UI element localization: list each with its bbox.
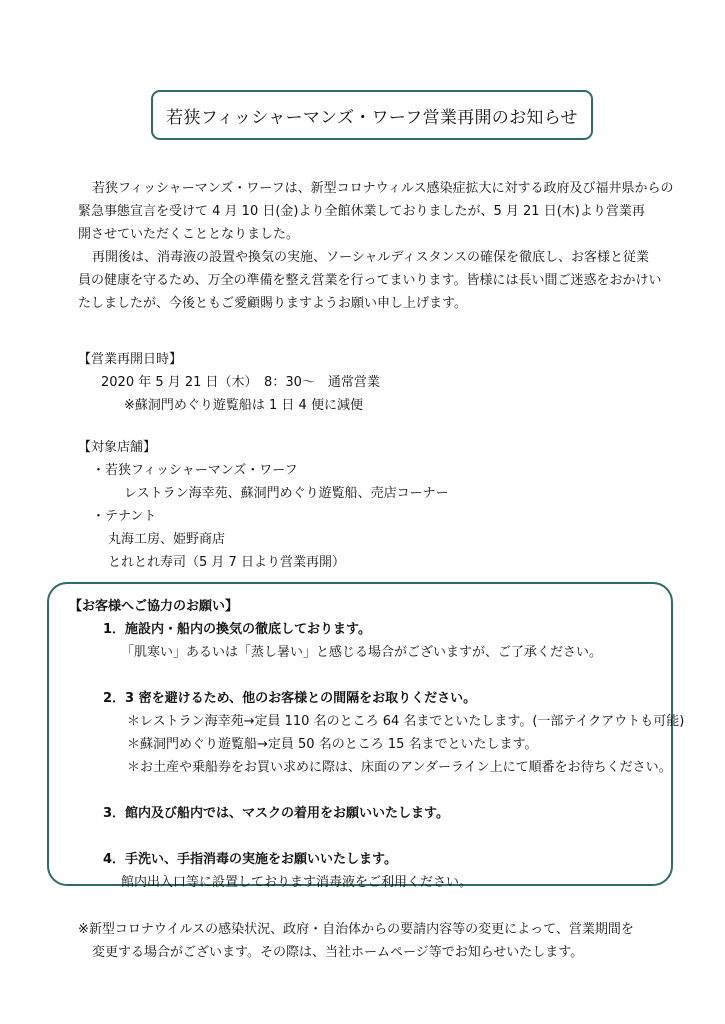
intro-line: 若狭フィッシャーマンズ・ワーフは、新型コロナウィルス感染症拡大に対する政府及び福井県からの (92, 181, 674, 196)
request-note: 館内出入口等に設置しております消毒液をご利用ください。 (121, 875, 473, 890)
intro-line: 緊急事態宣言を受けて 4 月 10 日(金)より全館休業しておりましたが、5 月 21 日(木)より営業再 (78, 204, 645, 219)
request-item: 3．館内及び船内では、マスクの着用をお願いいたします。 (103, 806, 450, 821)
request-item: 1．施設内・船内の換気の徹底しております。 (103, 622, 372, 637)
request-header: 【お客様へご協力のお願い】 (69, 599, 239, 614)
request-bullet: ＊蘇洞門めぐり遊覧船→定員 50 名のところ 15 名までといたします。 (127, 737, 538, 752)
request-item: 2．3 密を避けるため、他のお客様との間隔をお取りください。 (103, 691, 477, 706)
intro-line: たしましたが、今後ともご愛顧賜りますようお願い申し上げます。 (78, 296, 467, 311)
request-bullet: ＊レストラン海幸苑→定員 110 名のところ 64 名までといたします。(一部テイクアウトも可能) (127, 714, 685, 729)
intro-line: 員の健康を守るため、万全の準備を整え営業を行ってまいります。皆様には長い間ご迷惑をおかけい (78, 273, 662, 288)
intro-text (78, 177, 678, 315)
page-title-text: 若狭フィッシャーマンズ・ワーフ営業再開のお知らせ (166, 107, 578, 128)
stores-header: 【対象店舗】 (78, 440, 157, 455)
footer-note (78, 918, 678, 964)
footer-line: ※新型コロナウイルスの感染状況、政府・自治体からの要請内容等の変更によって、営業期間を (78, 922, 634, 937)
store-item: ・テナント (92, 509, 157, 524)
schedule-date: 2020 年 5 月 21 日（木） 8：30～ 通常営業 (101, 375, 380, 390)
request-item: 4．手洗い、手指消毒の実施をお願いいたします。 (103, 852, 398, 867)
schedule-section (78, 348, 678, 417)
schedule-note: ※蘇洞門めぐり遊覧船は 1 日 4 便に減便 (124, 398, 363, 413)
store-detail: 丸海工房、姫野商店 (108, 532, 226, 547)
request-bullet: ＊お土産や乗船券をお買い求めに際は、床面のアンダーライン上にて順番をお待ちください。 (127, 760, 672, 775)
request-box (47, 582, 685, 890)
footer-line: 変更する場合がございます。その際は、当社ホームページ等でお知らせいたします。 (92, 945, 584, 960)
store-item: ・若狭フィッシャーマンズ・ワーフ (92, 463, 298, 478)
store-detail: レストラン海幸苑、蘇洞門めぐり遊覧船、売店コーナー (124, 486, 449, 501)
stores-section (78, 436, 678, 574)
page-title (151, 90, 593, 140)
schedule-header: 【営業再開日時】 (78, 352, 183, 367)
intro-line: 開させていただくこととなりました。 (78, 227, 300, 242)
intro-line: 再開後は、消毒液の設置や換気の実施、ソーシャルディスタンスの確保を徹底し、お客様と従業 (92, 250, 650, 265)
store-detail: とれとれ寿司（5 月 7 日より営業再開） (108, 555, 345, 570)
request-note: 「肌寒い」あるいは「蒸し暑い」と感じる場合がございますが、ご了承ください。 (121, 645, 603, 660)
